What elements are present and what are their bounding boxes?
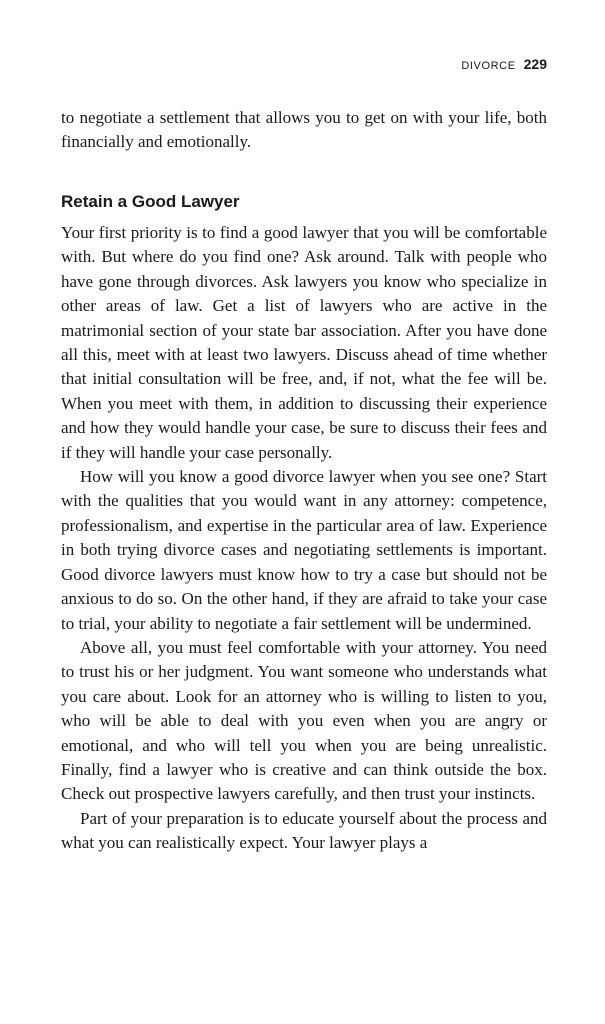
opening-text-block — [61, 106, 547, 155]
section-heading: Retain a Good Lawyer — [61, 192, 240, 211]
running-header — [461, 56, 547, 72]
running-header-section: DIVORCE — [461, 60, 516, 72]
opening-paragraph: to negotiate a settlement that allows you to get on with your life, both financially and emotionally. — [61, 108, 547, 152]
paragraph-3: Above all, you must feel comfortable with your attorney. You need to trust his or her judgment. You want someone who understands what you care about. Look for an attorney who is willing to listen to you, who will be able to deal with you even when you are angry or emotional, and who will tell you when you are being unrealistic. Finally, find a lawyer who is creative and can think outside the box. Check out prospective lawyers carefully, and then trust your instincts. — [61, 637, 547, 804]
section-body — [61, 221, 547, 856]
paragraph-1: Your first priority is to find a good lawyer that you will be comfortable with. But where do you find one? Ask around. Talk with people who have gone through divorces. Ask lawyers you know who specialize in other areas of law. Get a list of lawyers who are active in the matrimonial section of your state bar association. After you have done all this, meet with at least two lawyers. Discuss ahead of time whether that initial consultation will be free, and, if not, what the fee will be. When you meet with them, in addition to discussing their experience and how they would handle your case, be sure to discuss their fees and if they will handle your case personally. — [61, 223, 547, 462]
paragraph-2: How will you know a good divorce lawyer when you see one? Start with the qualities that you would want in any attorney: competence, professionalism, and expertise in the particular area of law. Experience in both trying divorce cases and negotiating settlements is important. Good divorce lawyers must know how to try a case but should not be anxious to do so. On the other hand, if they are afraid to take your case to trial, your ability to negotiate a fair settlement will be undermined. — [61, 467, 547, 633]
page-number: 229 — [523, 56, 547, 72]
paragraph-4: Part of your preparation is to educate yourself about the process and what you can realistically expect. Your lawyer plays a — [61, 808, 547, 853]
